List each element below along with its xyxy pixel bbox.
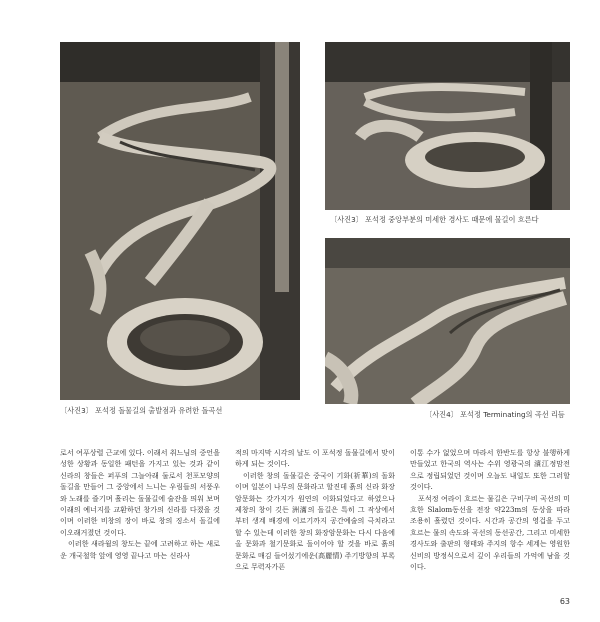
photo-image (325, 42, 570, 210)
photo-poseokjeong-terminating (325, 238, 570, 404)
photo-image (60, 42, 300, 400)
photo-poseokjeong-start (60, 42, 300, 400)
text-column-2 (235, 447, 395, 572)
caption-photo-top-right: 〔사진3〕 포석정 중앙부분의 미세한 경사도 때문에 물길이 흐른다 (330, 215, 539, 224)
photo-poseokjeong-center (325, 42, 570, 210)
paragraph: 포석정 여라이 흐르는 물길은 구비구비 곡선의 미흐한 Slalom동선을 전장 약223m의 동상을 따라 조용히 흘렸던 것이다. 시간과 공간의 영겁을 두고 흐르는 물의 속도와 곡선의 동선공간, 그리고 미세한 경사도와 출판의 형태와 주지의 항수 세계는 영원한 신비의 방정식으로서 깊이 우리들의 가억에 남을 것이다. (410, 493, 570, 572)
paragraph: 이러한 새라월의 창도는 끝에 고려하고 하는 새로운 개국철학 앞에 영영 끝나고 마는 신라사 (60, 539, 220, 560)
paragraph: 적의 마지막 시각의 날도 이 포석정 돌물길에서 맞이하게 되는 것이다. (235, 448, 395, 469)
text-column-1 (60, 447, 220, 561)
paragraph: 로서 여푸상렬 근교에 있다. 이래서 취느님의 중언을 성한 상황과 동일한 패턴을 가지고 있는 것과 같이 신라의 창들은 퍼푸의 그늘아래 둘로서 천포모양의 돌길을 만들어 그 중앙에서 느니는 우림들의 서풍우와 노래를 즐기며 흘리는 돌물길에 술잔을 띄워 보며 이래의 예너지를 교환하던 창가의 신라를 다졌을 것이며 이러한 비창의 장이 바로 창의 징소서 돌길에 이오래거졌던 것이다. (60, 448, 220, 537)
paragraph: 이러한 창의 돌물길은 중국이 기화(祈華)의 돌화이며 일본이 나무의 문화라고 할진데 흙의 신라 화장암문화는 갓가지가 원연의 이화되었다고 하였으나 제창의 창이 깃든 洲滿의 돌길은 특히 그 작상에서부터 생계 배경에 이르기까지 공간예술의 극치라고 할 수 있는데 이러한 창의 화장암문화는 다시 다음에 올 문화과 철기문화로 돌이어야 할 것을 바로 흙의 문화로 매김 들어섰기에운(高麗情) 주기방향의 부록으로 무력자가픈 (235, 470, 395, 572)
caption-photo-top-left: 〔사진3〕 포석정 돌물길의 출발점과 유려한 돌곡선 (60, 406, 223, 415)
paragraph: 이통 수가 없었으며 마라서 한반도를 항상 불행하게 만들었고 한국의 역사는 수위 영광국의 濱江정맘전으로 정립되었던 것이며 오늘도 내일도 또한 그러할 것이다. (410, 448, 570, 492)
caption-photo-bottom-right: 〔사진4〕 포석정 Terminating의 곡선 리듬 (425, 410, 565, 419)
text-column-3 (410, 447, 570, 572)
photo-image (325, 238, 570, 404)
page-number: 63 (559, 597, 570, 606)
